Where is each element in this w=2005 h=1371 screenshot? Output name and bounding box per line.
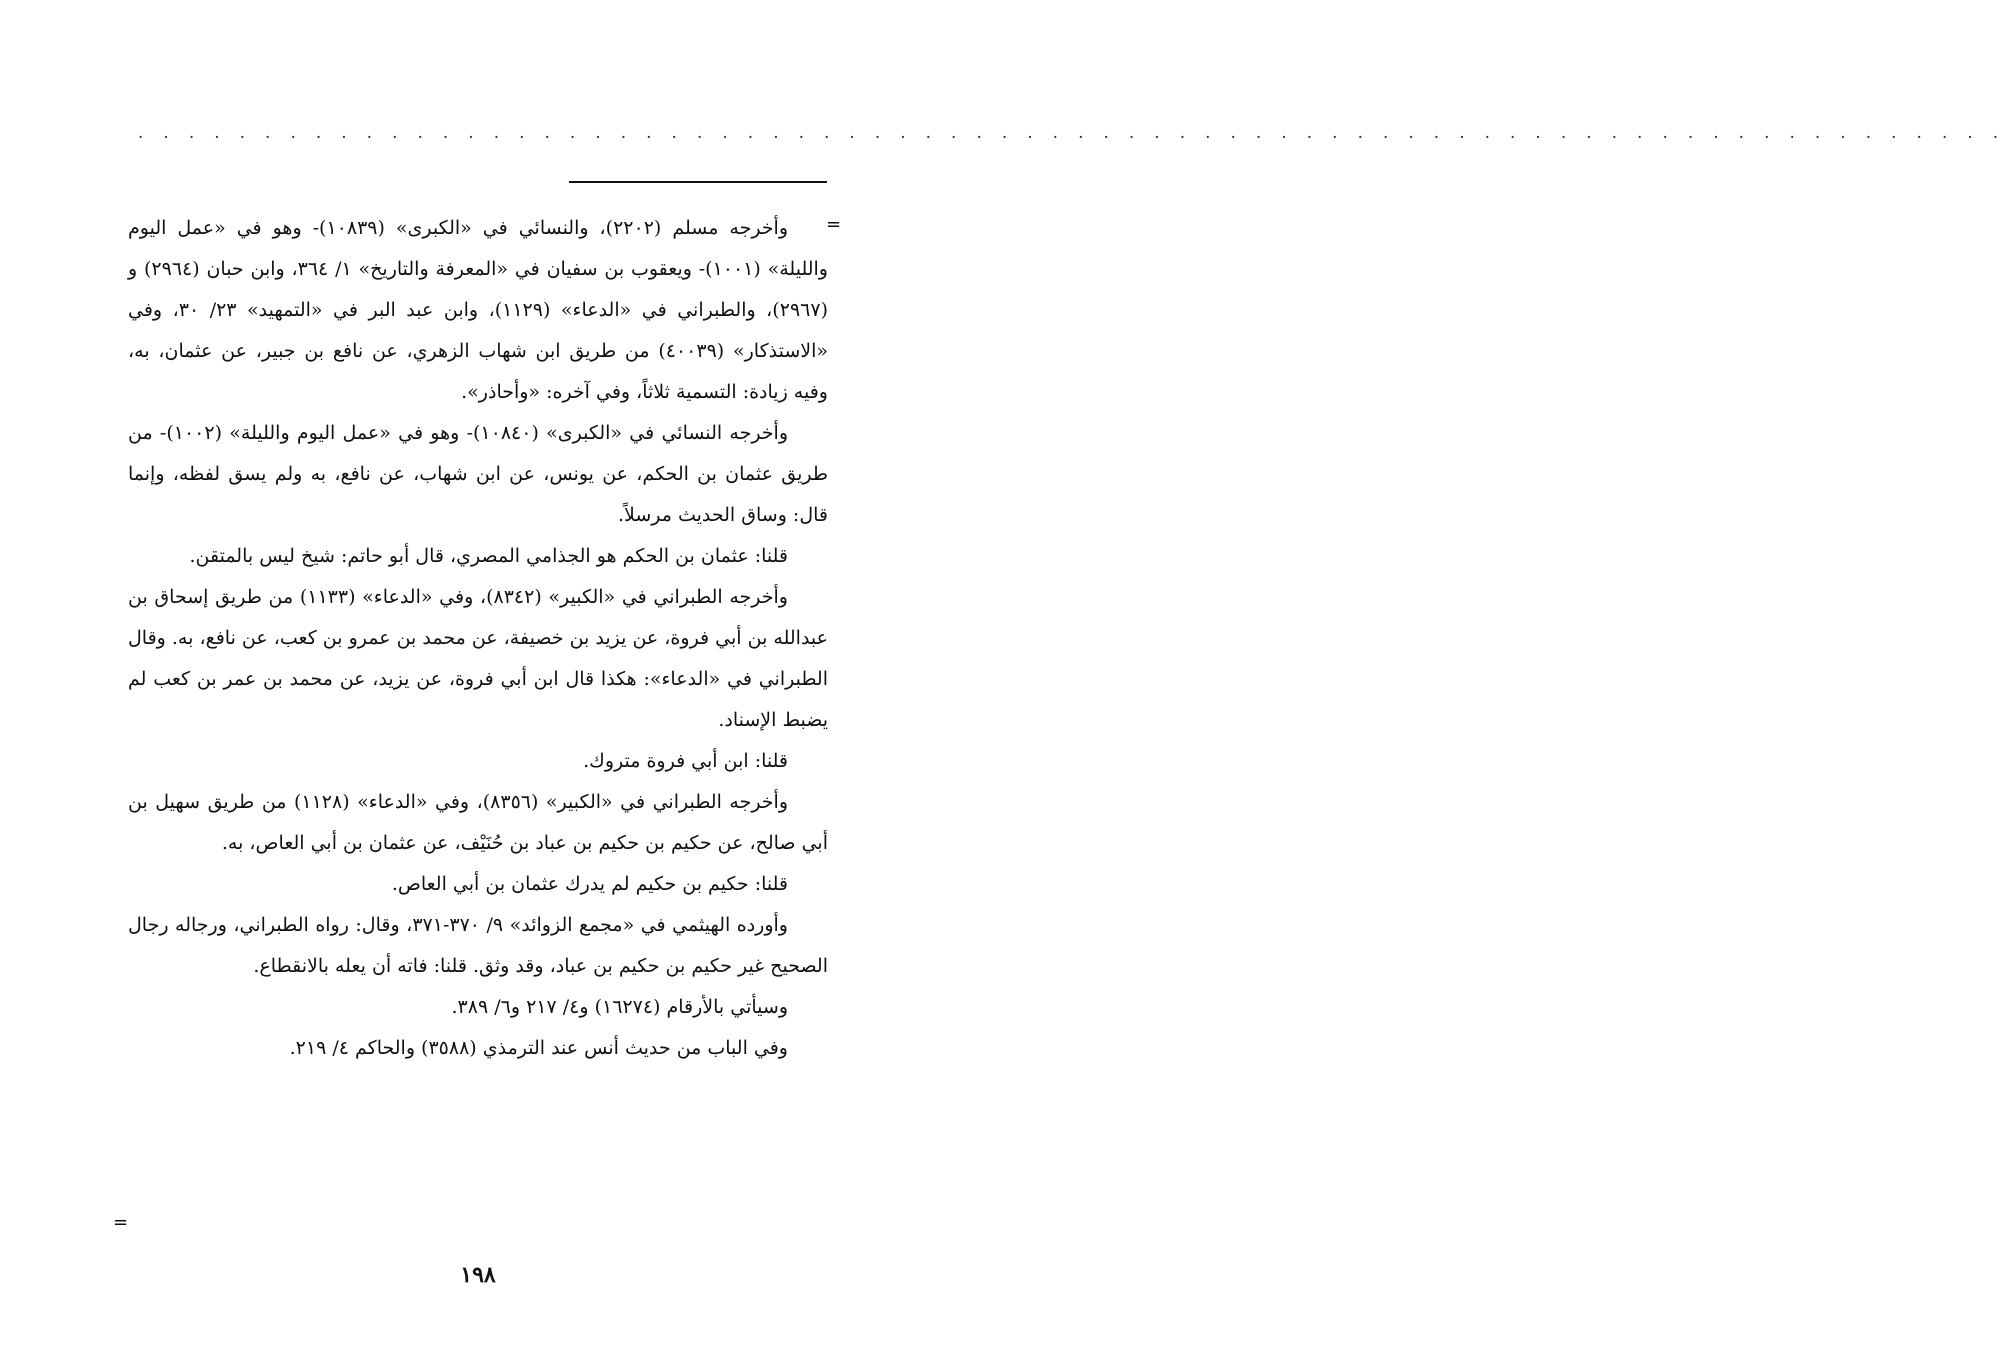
- footnote-paragraph-7: قلنا: حكيم بن حكيم لم يدرك عثمان بن أبي العاص.: [391, 873, 788, 895]
- footnote-paragraph-4: وأخرجه الطبراني في «الكبير» (٨٣٤٢)، وفي «الدعاء» (١١٣٣) من طريق إسحاق بن عبدالله بن أبي فروة، عن يزيد بن خصيفة، عن محمد بن عمرو بن كعب، عن نافع، به. وقال الطبراني في «الدعاء»: هكذا قال ابن أبي فروة، عن يزيد، عن محمد بن عمر بن كعب لم يضبط الإسناد.: [128, 586, 828, 731]
- footnote-paragraph-5: قلنا: ابن أبي فروة متروك.: [583, 750, 788, 772]
- footnote-paragraph-1: وأخرجه مسلم (٢٢٠٢)، والنسائي في «الكبرى» (١٠٨٣٩)- وهو في «عمل اليوم والليلة» (١٠٠١)- ويعقوب بن سفيان في «المعرفة والتاريخ» ١/ ٣٦٤، وابن حبان (٢٩٦٤) و (٢٩٦٧)، والطبراني في «الدعاء» (١١٢٩)، وابن عبد البر في «التمهيد» ٢٣/ ٣٠، وفي «الاستذكار» (٤٠٠٣٩) من طريق ابن شهاب الزهري، عن نافع بن جبير، عن عثمان، به، وفيه زيادة: التسمية ثلاثاً، وفي آخره: «وأحاذر».: [128, 217, 829, 403]
- footnote-paragraph-3: قلنا: عثمان بن الحكم هو الجذامي المصري، قال أبو حاتم: شيخ ليس بالمتقن.: [189, 545, 788, 567]
- footnote-paragraph-10: وفي الباب من حديث أنس عند الترمذي (٣٥٨٨) والحاكم ٤/ ٢١٩.: [289, 1037, 788, 1059]
- continuation-marker-top: =: [826, 214, 842, 235]
- page-number: ١٩٨: [460, 1262, 496, 1288]
- footnote-paragraph-9: وسيأتي بالأرقام (١٦٢٧٤) و٤/ ٢١٧ و٦/ ٣٨٩.: [451, 996, 788, 1018]
- footnote-paragraph-6: وأخرجه الطبراني في «الكبير» (٨٣٥٦)، وفي «الدعاء» (١١٢٨) من طريق سهيل بن أبي صالح، عن حكيم بن حكيم بن عباد بن حُنَيْف، عن عثمان بن أبي العاص، به.: [128, 791, 828, 854]
- footnote-rule: [569, 181, 827, 183]
- footnote-paragraph-2: وأخرجه النسائي في «الكبرى» (١٠٨٤٠)- وهو في «عمل اليوم والليلة» (١٠٠٢)- من طريق عثمان بن الحكم، عن يونس، عن ابن شهاب، عن نافع، به ولم يسق لفظه، وإنما قال: وساق الحديث مرسلاً.: [128, 422, 828, 526]
- dotted-separator: · · · · · · · · · · · · · · · · · · · · · · · · · · · · · · · · · · · · · · · · · · · · · · · · · · · · · · · · · · · · · · · · · · · · · · · · · ·: [138, 128, 2005, 148]
- footnote-paragraph-8: وأورده الهيثمي في «مجمع الزوائد» ٩/ ٣٧٠-٣٧١، وقال: رواه الطبراني، ورجاله رجال الصحيح غير حكيم بن حكيم بن عباد، وقد وثق. قلنا: فاته أن يعله بالانقطاع.: [128, 914, 828, 977]
- footnote-body: [128, 208, 828, 1069]
- continuation-marker-bottom: =: [113, 1212, 129, 1233]
